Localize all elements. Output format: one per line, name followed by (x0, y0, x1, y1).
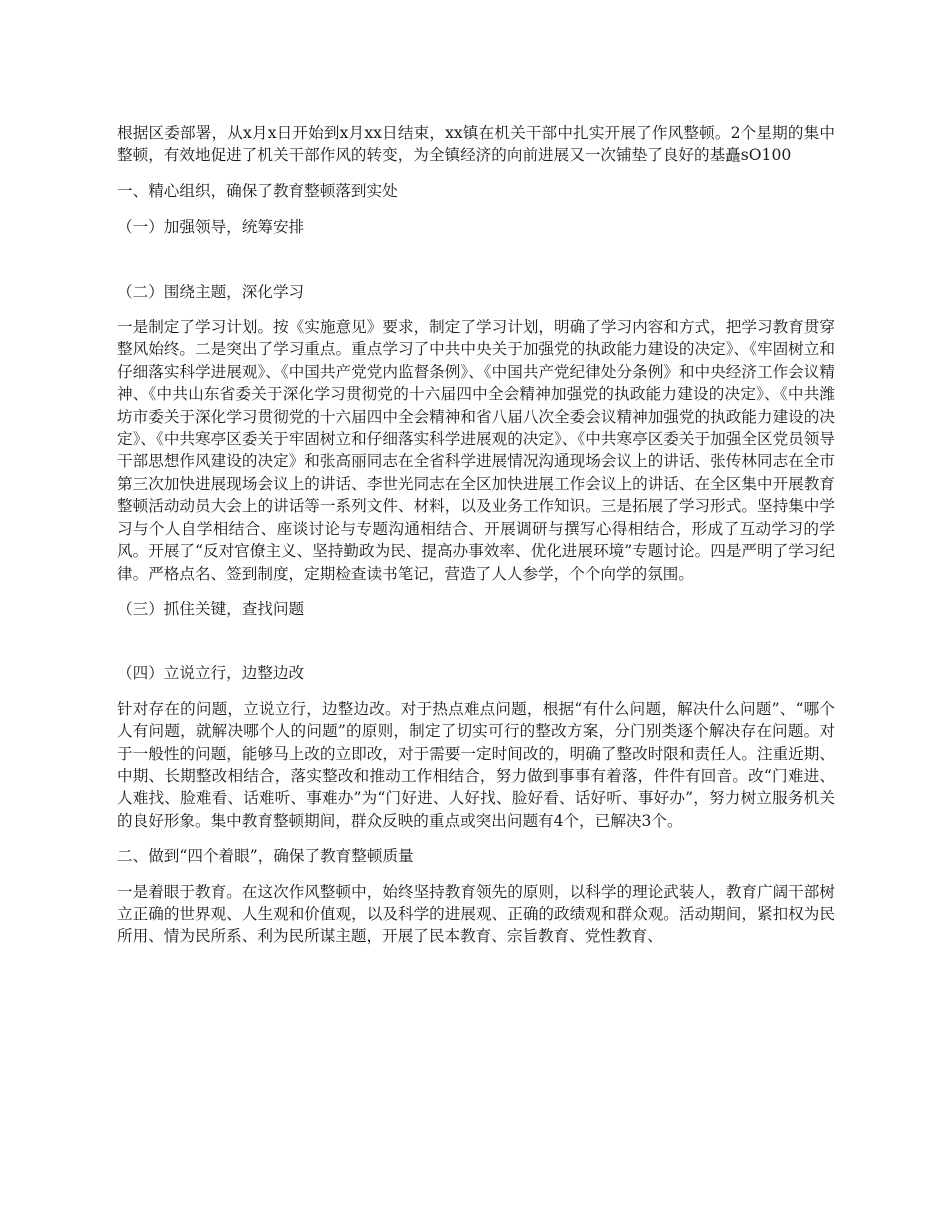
section2-paragraph: 一是着眼于教育。在这次作风整顿中，始终坚持教育领先的原则，以科学的理论武装人，教育广阔干部树立正确的世界观、人生观和价值观，以及科学的进展观、正确的政绩观和群众观。活动期间，紧扣权为民所用、情为民所系、利为民所谋主题，开展了民本教育、宗旨教育、党性教育、 (117, 882, 835, 946)
section1-heading: 一、精心组织，确保了教育整顿落到实处 (117, 181, 398, 200)
subsection2-heading: （二）围绕主题，深化学习 (117, 282, 305, 301)
section2-heading: 二、做到“四个着眼”，确保了教育整顿质量 (117, 847, 414, 866)
subsection2-paragraph: 一是制定了学习计划。按《实施意见》要求，制定了学习计划，明确了学习内容和方式，把学习教育贯穿整风始终。二是突出了学习重点。重点学习了中共中央关于加强党的执政能力建设的决定》、《牢固树立和仔细落实科学进展观》、《中国共产党党内监督条例》、《中国共产党纪律处分条例》和中央经济工作会议精神、《中共山东省委关于深化学习贯彻党的十六届四中全会精神加强党的执政能力建设的决定》、《中共潍坊市委关于深化学习贯彻党的十六届四中全会精神和省八届八次全委会议精神加强党的执政能力建设的决定》、《中共寒亭区委关于牢固树立和仔细落实科学进展观的决定》、《中共寒亭区委关于加强全区党员领导干部思想作风建设的决定》和张高丽同志在全省科学进展情况沟通现场会议上的讲话、张传林同志在全市第三次加快进展现场会议上的讲话、李世光同志在全区加快进展工作会议上的讲话、在全区集中开展教育整顿活动动员大会上的讲话等一系列文件、材料，以及业务工作知识。三是拓展了学习形式。坚持集中学习与个人自学相结合、座谈讨论与专题沟通相结合、开展调研与撰写心得相结合，形成了互动学习的学风。开展了“反对官僚主义、坚持勤政为民、提高办事效率、优化进展环境”专题讨论。四是严明了学习纪律。严格点名、签到制度，定期检查读书笔记，营造了人人参学，个个向学的氛围。 (117, 318, 835, 583)
subsection4-paragraph: 针对存在的问题，立说立行，边整边改。对于热点难点问题，根据“有什么问题，解决什么问题”、“哪个人有问题，就解决哪个人的问题”的原则，制定了切实可行的整改方案，分门别类逐个解决存在问题。对于一般性的问题，能够马上改的立即改，对于需要一定时间改的，明确了整改时限和责任人。注重近期、中期、长期整改相结合，落实整改和推动工作相结合，努力做到事事有着落，件件有回音。改“门难进、人难找、脸难看、话难听、事难办”为“门好进、人好找、脸好看、话好听、事好办”，努力树立服务机关的良好形象。集中教育整顿期间，群众反映的重点或突出问题有4个，已解决3个。 (117, 699, 835, 830)
intro-paragraph: 根据区委部署，从x月x日开始到x月xx日结束，xx镇在机关干部中扎实开展了作风整顿。2个星期的集中整顿，有效地促进了机关干部作风的转变，为全镇经济的向前进展又一次铺垫了良好的基矗sO100 (117, 124, 835, 165)
subsection4-heading: （四）立说立行，边整边改 (117, 664, 305, 683)
document-page (117, 122, 835, 948)
subsection1-heading: （一）加强领导，统筹安排 (117, 218, 305, 237)
subsection3-heading: （三）抓住关键，查找问题 (117, 599, 305, 618)
